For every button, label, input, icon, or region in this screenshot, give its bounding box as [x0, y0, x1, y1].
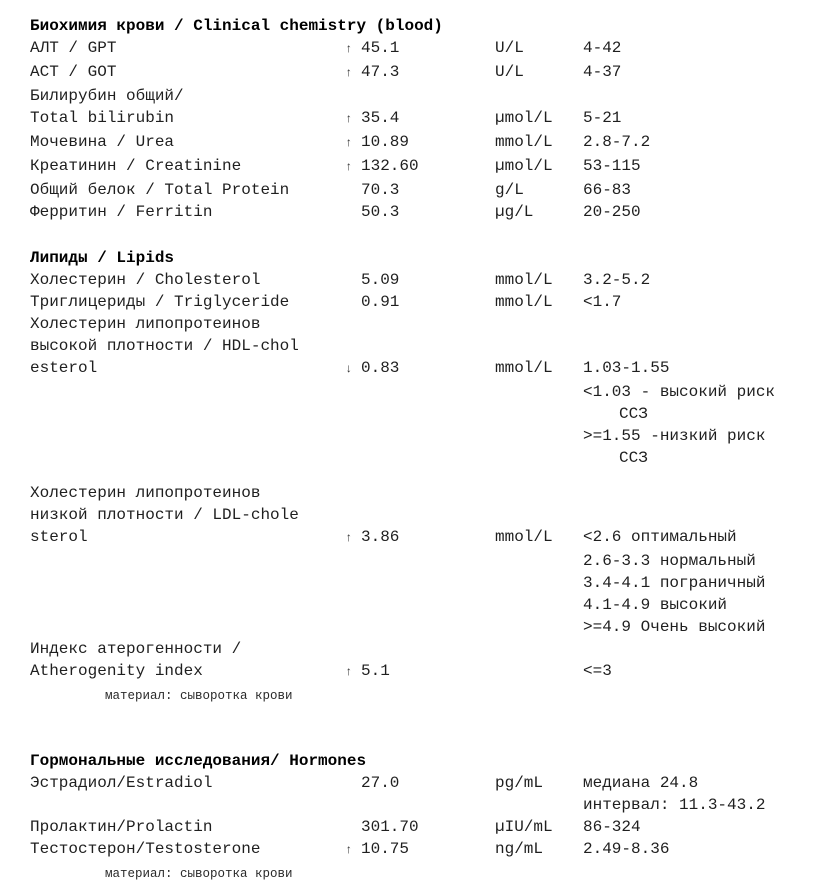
test-name: Индекс атерогенности / — [30, 640, 242, 658]
flag-spacer — [345, 381, 361, 403]
high-flag-arrow-icon: ↑ — [345, 665, 353, 679]
high-flag-arrow-icon: ↑ — [345, 531, 353, 545]
test-row — [30, 772, 828, 794]
test-name — [30, 572, 345, 594]
test-name: Холестерин / Cholesterol — [30, 271, 261, 289]
units-label: ng/mL — [495, 840, 544, 858]
material-note: материал: сыворотка крови — [105, 689, 293, 703]
test-name: АСТ / GOT — [30, 63, 117, 81]
units-label: µIU/mL — [495, 818, 553, 836]
test-row — [30, 335, 828, 357]
reference-range — [583, 638, 828, 660]
section-rows — [30, 772, 828, 886]
reference-range: <1.7 — [583, 293, 622, 311]
units-label: U/L — [495, 39, 524, 57]
reference-range: 3.4-4.1 пограничный — [583, 574, 766, 592]
result-value: 10.75 — [361, 840, 410, 858]
result-value — [361, 403, 495, 425]
flag-spacer — [345, 594, 361, 616]
test-row — [30, 269, 828, 291]
test-row — [30, 403, 828, 425]
flag-spacer — [345, 816, 361, 838]
units-label — [495, 660, 583, 684]
units-label — [495, 381, 583, 403]
result-value — [361, 447, 495, 469]
test-row — [30, 616, 828, 638]
reference-range: 2.8-7.2 — [583, 133, 651, 151]
test-row — [30, 291, 828, 313]
test-row — [30, 550, 828, 572]
test-name: АЛТ / GPT — [30, 39, 117, 57]
result-value — [361, 550, 495, 572]
flag-spacer — [345, 772, 361, 794]
units-label: mmol/L — [495, 359, 553, 377]
units-label: µmol/L — [495, 157, 553, 175]
test-row — [30, 447, 828, 469]
section-clinical-chemistry — [30, 15, 828, 223]
result-value — [361, 572, 495, 594]
high-flag-arrow-icon: ↑ — [345, 160, 353, 174]
flag-spacer — [345, 335, 361, 357]
result-value: 5.1 — [361, 662, 390, 680]
units-label — [495, 447, 583, 469]
result-value: 50.3 — [361, 203, 400, 221]
test-row — [30, 201, 828, 223]
reference-range: ССЗ — [619, 449, 648, 467]
reference-range — [583, 482, 828, 504]
test-name: Тестостерон/Testosterone — [30, 840, 261, 858]
units-label — [495, 616, 583, 638]
reference-range — [583, 335, 828, 357]
reference-range: интервал: 11.3-43.2 — [583, 796, 766, 814]
reference-range: 3.2-5.2 — [583, 271, 651, 289]
result-value: 35.4 — [361, 109, 400, 127]
test-name: Билирубин общий/ — [30, 87, 184, 105]
units-label: µmol/L — [495, 109, 553, 127]
result-value: 0.83 — [361, 359, 400, 377]
test-name: Ферритин / Ferritin — [30, 203, 213, 221]
section-lipids — [30, 247, 828, 708]
test-row — [30, 838, 828, 862]
test-name: Креатинин / Creatinine — [30, 157, 242, 175]
result-value — [361, 504, 495, 526]
test-row — [30, 61, 828, 85]
test-row — [30, 504, 828, 526]
test-name: Total bilirubin — [30, 109, 175, 127]
result-value: 27.0 — [361, 774, 400, 792]
flag-spacer — [345, 550, 361, 572]
result-value — [361, 482, 495, 504]
test-name: sterol — [30, 528, 88, 546]
reference-range — [583, 504, 828, 526]
test-row — [30, 107, 828, 131]
flag-spacer — [345, 179, 361, 201]
flag-spacer — [345, 403, 361, 425]
units-label: mmol/L — [495, 271, 553, 289]
reference-range: медиана 24.8 — [583, 774, 699, 792]
units-label — [495, 638, 583, 660]
units-label: mmol/L — [495, 293, 553, 311]
reference-range: 2.6-3.3 нормальный — [583, 552, 756, 570]
units-label: pg/mL — [495, 774, 544, 792]
material-note-row — [30, 684, 828, 708]
units-label: g/L — [495, 181, 524, 199]
test-row — [30, 85, 828, 107]
result-value: 45.1 — [361, 39, 400, 57]
low-flag-arrow-icon: ↓ — [345, 362, 353, 376]
reference-range: 1.03-1.55 — [583, 359, 670, 377]
flag-spacer — [345, 291, 361, 313]
section-title: Биохимия крови / Clinical chemistry (blood) — [30, 17, 443, 35]
reference-range: ССЗ — [619, 405, 648, 423]
section-title: Гормональные исследования/ Hormones — [30, 752, 367, 770]
high-flag-arrow-icon: ↑ — [345, 136, 353, 150]
high-flag-arrow-icon: ↑ — [345, 42, 353, 56]
test-name: esterol — [30, 359, 98, 377]
result-value — [361, 381, 495, 403]
units-label: mmol/L — [495, 528, 553, 546]
test-name: низкой плотности / LDL-chole — [30, 506, 299, 524]
section-rows — [30, 269, 828, 708]
test-name: Холестерин липопротеинов — [30, 315, 261, 333]
test-row — [30, 313, 828, 335]
result-value: 132.60 — [361, 157, 419, 175]
high-flag-arrow-icon: ↑ — [345, 112, 353, 126]
test-name: Эстрадиол/Estradiol — [30, 774, 213, 792]
result-value: 0.91 — [361, 293, 400, 311]
test-name — [30, 403, 345, 425]
test-name — [30, 381, 345, 403]
test-name: высокой плотности / HDL-chol — [30, 337, 299, 355]
test-name — [30, 794, 345, 816]
units-label — [495, 85, 583, 107]
section-rows — [30, 37, 828, 223]
test-row — [30, 131, 828, 155]
reference-range: >=1.55 -низкий риск — [583, 427, 766, 445]
high-flag-arrow-icon: ↑ — [345, 843, 353, 857]
test-name — [30, 550, 345, 572]
flag-spacer — [345, 794, 361, 816]
flag-spacer — [345, 504, 361, 526]
section-title: Липиды / Lipids — [30, 249, 175, 267]
test-row — [30, 482, 828, 504]
test-row — [30, 155, 828, 179]
units-label — [495, 594, 583, 616]
units-label — [495, 335, 583, 357]
result-value — [361, 638, 495, 660]
units-label — [495, 550, 583, 572]
test-row — [30, 526, 828, 550]
result-value: 3.86 — [361, 528, 400, 546]
test-name: Atherogenity index — [30, 662, 203, 680]
units-label — [495, 504, 583, 526]
flag-spacer — [345, 313, 361, 335]
test-name — [30, 447, 345, 469]
material-note-row — [30, 862, 828, 886]
reference-range: <2.6 оптимальный — [583, 528, 737, 546]
units-label: mmol/L — [495, 133, 553, 151]
result-value: 5.09 — [361, 271, 400, 289]
test-name: Пролактин/Prolactin — [30, 818, 213, 836]
result-value: 10.89 — [361, 133, 410, 151]
test-row — [30, 660, 828, 684]
flag-spacer — [345, 425, 361, 447]
reference-range: <1.03 - высокий риск — [583, 383, 776, 401]
test-row — [30, 179, 828, 201]
result-value — [361, 594, 495, 616]
result-value — [361, 335, 495, 357]
test-row — [30, 816, 828, 838]
result-value: 301.70 — [361, 818, 419, 836]
result-value: 47.3 — [361, 63, 400, 81]
reference-range: 4.1-4.9 высокий — [583, 596, 728, 614]
flag-spacer — [345, 616, 361, 638]
test-row — [30, 794, 828, 816]
reference-range: 4-37 — [583, 63, 622, 81]
reference-range — [583, 85, 828, 107]
flag-spacer — [345, 482, 361, 504]
test-name: Общий белок / Total Protein — [30, 181, 290, 199]
units-label — [495, 403, 583, 425]
high-flag-arrow-icon: ↑ — [345, 66, 353, 80]
section-hormones — [30, 750, 828, 886]
flag-spacer — [345, 447, 361, 469]
reference-range: 5-21 — [583, 109, 622, 127]
test-row — [30, 594, 828, 616]
result-value: 70.3 — [361, 181, 400, 199]
result-value — [361, 794, 495, 816]
units-label — [495, 794, 583, 816]
reference-range: 20-250 — [583, 203, 641, 221]
test-row — [30, 425, 828, 447]
units-label — [495, 482, 583, 504]
reference-range: 2.49-8.36 — [583, 840, 670, 858]
test-row — [30, 357, 828, 381]
result-value — [361, 616, 495, 638]
flag-spacer — [345, 269, 361, 291]
reference-range: 4-42 — [583, 39, 622, 57]
flag-spacer — [345, 85, 361, 107]
flag-spacer — [345, 201, 361, 223]
reference-range — [583, 313, 828, 335]
test-name: Триглицериды / Triglyceride — [30, 293, 290, 311]
flag-spacer — [345, 572, 361, 594]
result-value — [361, 425, 495, 447]
flag-spacer — [345, 638, 361, 660]
reference-range: <=3 — [583, 662, 612, 680]
test-name: Мочевина / Urea — [30, 133, 175, 151]
reference-range: 53-115 — [583, 157, 641, 175]
test-row — [30, 37, 828, 61]
test-row — [30, 381, 828, 403]
test-name — [30, 425, 345, 447]
test-row — [30, 572, 828, 594]
reference-range: 86-324 — [583, 818, 641, 836]
reference-range: >=4.9 Очень высокий — [583, 618, 766, 636]
material-note: материал: сыворотка крови — [105, 867, 293, 881]
test-row — [30, 638, 828, 660]
units-label: µg/L — [495, 203, 534, 221]
units-label: U/L — [495, 63, 524, 81]
test-name: Холестерин липопротеинов — [30, 484, 261, 502]
reference-range: 66-83 — [583, 181, 632, 199]
units-label — [495, 572, 583, 594]
test-name — [30, 594, 345, 616]
units-label — [495, 425, 583, 447]
units-label — [495, 313, 583, 335]
result-value — [361, 313, 495, 335]
result-value — [361, 85, 495, 107]
test-name — [30, 616, 345, 638]
